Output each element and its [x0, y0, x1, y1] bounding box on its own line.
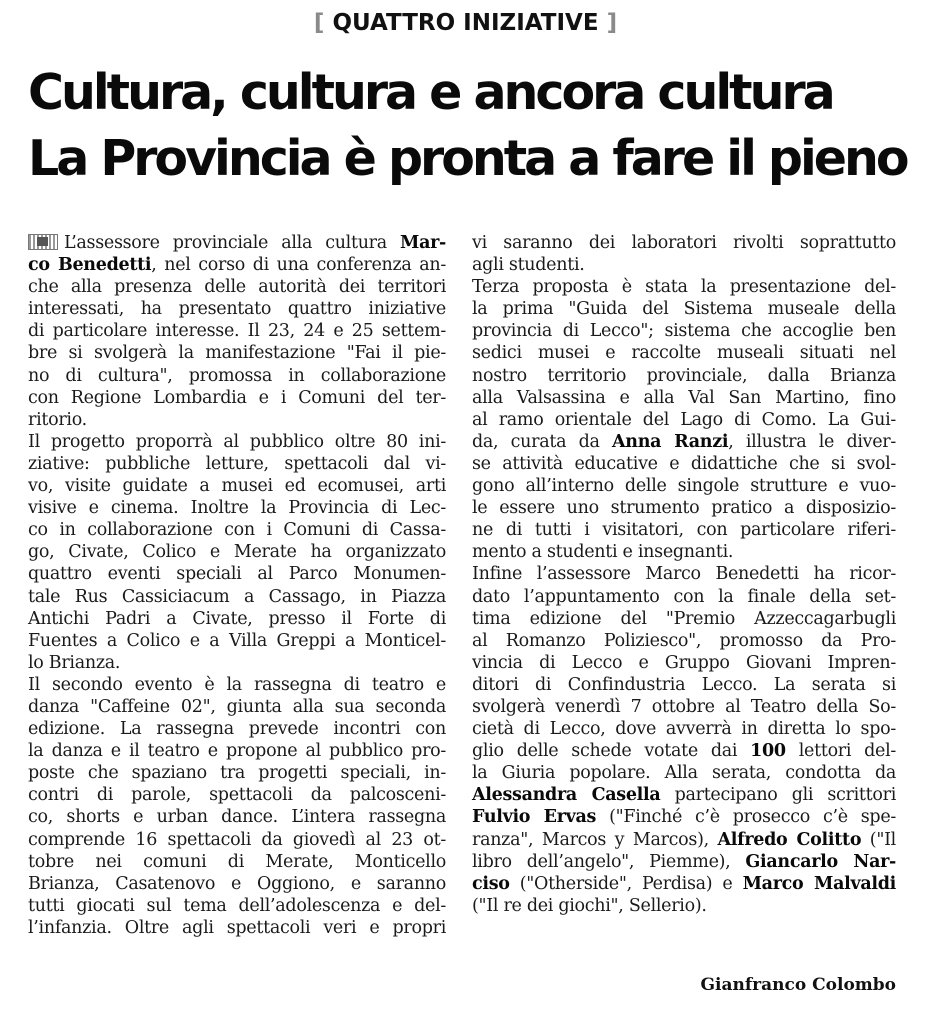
article-line: agli studenti.	[472, 255, 585, 276]
article-line: alla Valsassina e alla Val San Martino, fino	[472, 387, 896, 408]
text-run: , illustra le diver-	[728, 431, 896, 452]
text-run: ranza", Marcos y Marcos),	[472, 829, 718, 850]
article-line: mento a studenti e insegnanti.	[472, 542, 734, 563]
text-run: ("Il	[861, 829, 896, 850]
article-line: go, Civate, Colico e Merate ha organizzato	[28, 542, 446, 563]
article-line: danza "Caffeine 02", giunta alla sua seconda	[28, 696, 446, 717]
name-bold: Fulvio Ervas	[472, 807, 597, 828]
article-line: tutti giocati sul tema dell’adolescenza e del-	[28, 895, 446, 916]
article-line: la danza e il teatro e propone al pubblico pro-	[28, 741, 446, 762]
text-run: glio delle schede votate dai	[472, 741, 751, 762]
article-line: vincia di Lecco e Gruppo Giovani Impren-	[472, 652, 896, 673]
article-line: tobre nei comuni di Merate, Monticello	[28, 851, 446, 872]
text-run: ("Finché c’è prosecco c’è spe-	[596, 807, 896, 828]
article-line: al ramo orientale del Lago di Como. La Gui-	[472, 409, 896, 430]
article-line: sedici musei e raccolte museali situati nel	[472, 343, 896, 364]
text-run: partecipano gli scrittori	[660, 785, 896, 806]
article-line	[28, 232, 446, 254]
article-line: al Romanzo Poliziesco", promosso da Pro-	[472, 630, 896, 651]
article-line: dato l’appuntamento con la finale della set-	[472, 586, 896, 607]
article-column-right	[472, 232, 896, 917]
name-bold: Alessandra Casella	[472, 785, 661, 806]
paragraph-marker-icon	[28, 234, 58, 249]
headline-line-2: La Provincia è pronta a fare il pieno	[28, 130, 907, 187]
kicker-left-bracket: [	[313, 10, 325, 36]
article-line: comprende 16 spettacoli da giovedì al 23 ot-	[28, 829, 446, 850]
text-run: ("Otherside", Perdisa) e	[509, 873, 743, 894]
article-line: tale Rus Cassiciacum a Cassago, in Piazza	[28, 586, 446, 607]
article-line: vo, visite guidate a musei ed ecomusei, arti	[28, 476, 446, 497]
text-run: libro dell’angelo", Piemme),	[472, 851, 746, 872]
name-bold: Alfredo Colitto	[717, 829, 862, 850]
article-line	[472, 740, 896, 762]
article-line: ditori di Confindustria Lecco. La serata si	[472, 674, 896, 695]
text-run: da, curata da	[472, 431, 613, 452]
text-run: L’assessore provinciale alla cultura	[64, 233, 400, 253]
article-line: ritorio.	[28, 409, 87, 430]
text-run: , nel corso di una conferenza an-	[151, 255, 446, 276]
article-line: contri di parole, spettacoli da palcosceni-	[28, 785, 446, 806]
name-bold: ciso	[472, 873, 510, 894]
article-line: gono all’interno delle singole strutture e vuo-	[472, 476, 896, 497]
name-bold: Anna Ranzi	[612, 431, 729, 452]
article-line	[472, 784, 896, 806]
article-line: Antichi Padri a Civate, presso il Forte di	[28, 608, 446, 629]
article-line: ("Il re dei giochi", Sellerio).	[472, 895, 707, 916]
article-line: ziative: pubbliche letture, spettacoli dal vi-	[28, 453, 446, 474]
article-line	[472, 851, 896, 873]
article-line: Infine l’assessore Marco Benedetti ha ricor-	[472, 564, 896, 585]
article-line: Terza proposta è stata la presentazione del-	[472, 277, 896, 298]
article-line: che alla presenza delle autorità dei territori	[28, 277, 446, 298]
article-column-left	[28, 232, 446, 939]
article-line: visive e cinema. Inoltre la Provincia di Lec-	[28, 498, 446, 519]
number-bold: 100	[750, 741, 786, 762]
text-run: lettori del-	[785, 741, 896, 762]
article-line: provincia di Lecco"; sistema che accoglie ben	[472, 321, 896, 342]
name-bold: Giancarlo Nar-	[745, 851, 896, 872]
article-line: interessati, ha presentato quattro iniziative	[28, 299, 446, 320]
article-line	[28, 254, 446, 276]
headline	[28, 60, 908, 192]
author-byline: Gianfranco Colombo	[700, 975, 896, 995]
name-bold: Marco Malvaldi	[742, 873, 896, 894]
name-bold: Mar-	[400, 233, 446, 253]
article-line: lo Brianza.	[28, 652, 121, 673]
article-line: nostro territorio provinciale, dalla Brianza	[472, 365, 896, 386]
headline-line-1: Cultura, cultura e ancora cultura	[28, 64, 833, 121]
article-line: cietà di Lecco, dove avverrà in diretta lo spo-	[472, 719, 896, 740]
article-line: Il secondo evento è la rassegna di teatro e	[28, 674, 446, 695]
article-line: Fuentes a Colico e a Villa Greppi a Monticel-	[28, 630, 446, 651]
article-line	[472, 806, 896, 828]
article-line	[472, 829, 896, 851]
article-line: co, shorts e urban dance. L’intera rassegna	[28, 807, 446, 828]
section-kicker	[0, 10, 931, 36]
article-line: l’infanzia. Oltre agli spettacoli veri e propri	[28, 917, 446, 938]
article-line	[472, 431, 896, 453]
article-line: bre si svolgerà la manifestazione "Fai il pie-	[28, 343, 446, 364]
kicker-right-bracket: ]	[606, 10, 618, 36]
article-line: con Regione Lombardia e i Comuni del ter-	[28, 387, 446, 408]
article-line: vi saranno dei laboratori rivolti soprattutto	[472, 233, 896, 253]
article-line: ne di tutti i visitatori, con particolare riferi-	[472, 520, 896, 541]
article-line: tima edizione del "Premio Azzeccagarbugli	[472, 608, 896, 629]
article-line: co in collaborazione con i Comuni di Cassa-	[28, 520, 446, 541]
article-line: poste che spaziano tra progetti speciali, in-	[28, 763, 446, 784]
article-line: la Giuria popolare. Alla serata, condotta da	[472, 763, 896, 784]
article-line: quattro eventi speciali al Parco Monumen-	[28, 564, 446, 585]
article-line: no di cultura", promossa in collaborazione	[28, 365, 446, 386]
article-line: di particolare interesse. Il 23, 24 e 25 settem-	[28, 321, 446, 342]
article-line: se attività educative e didattiche che si svol-	[472, 453, 896, 474]
name-bold: co Benedetti	[28, 255, 152, 276]
article-line: Brianza, Casatenovo e Oggiono, e saranno	[28, 873, 446, 894]
article-line: la prima "Guida del Sistema museale della	[472, 299, 896, 320]
article-line: edizione. La rassegna prevede incontri con	[28, 719, 446, 740]
article-line: svolgerà venerdì 7 ottobre al Teatro della So-	[472, 696, 896, 717]
article-line	[472, 873, 896, 895]
article-line: Il progetto proporrà al pubblico oltre 80 ini-	[28, 431, 446, 452]
article-line: le essere uno strumento pratico a disposizio-	[472, 498, 896, 519]
kicker-label: QUATTRO INIZIATIVE	[332, 10, 599, 36]
